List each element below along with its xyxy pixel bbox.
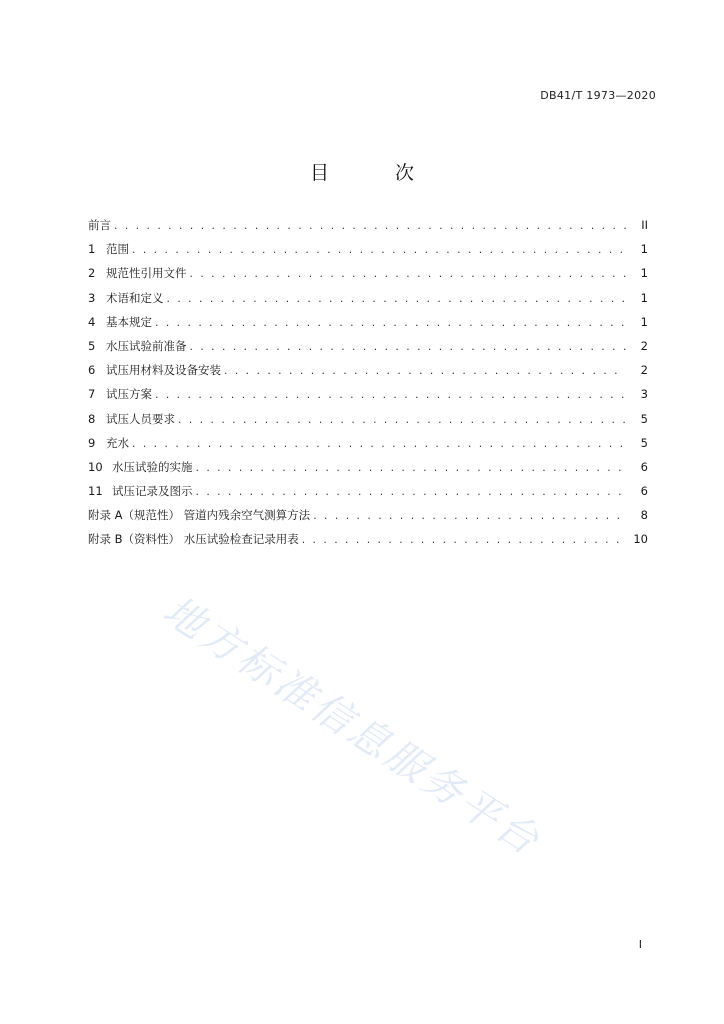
toc-label: 6 试压用材料及设备安装: [88, 363, 221, 378]
toc-page-number: 6: [640, 459, 648, 474]
toc-entry-5[interactable]: [88, 338, 648, 362]
toc-page-number: 1: [640, 290, 648, 305]
toc-label: 9 充水: [88, 435, 129, 450]
document-code: DB41/T 1973—2020: [540, 89, 656, 102]
toc-leader-dots: [166, 295, 627, 305]
toc-leader-dots: [154, 391, 626, 401]
toc-entry-7[interactable]: [88, 386, 648, 410]
toc-leader-dots: [177, 416, 626, 426]
toc-page-number: 5: [640, 411, 648, 426]
toc-leader-dots: [312, 512, 626, 522]
toc-entry-11[interactable]: [88, 483, 648, 507]
toc-title: 目 次: [309, 162, 445, 184]
toc-leader-dots: [195, 464, 627, 474]
toc-entry-8[interactable]: [88, 411, 648, 435]
watermark: 地方标准信息服务平台: [155, 587, 550, 866]
toc-label: 前言: [88, 218, 111, 232]
toc-label: 11 试压记录及图示: [88, 484, 193, 499]
toc-leader-dots: [131, 246, 626, 256]
toc-leader-dots: [113, 222, 626, 232]
toc-page-number: 5: [640, 435, 648, 450]
toc-leader-dots: [131, 440, 626, 450]
toc-leader-dots: [189, 270, 627, 280]
toc-entry-4[interactable]: [88, 314, 648, 338]
toc-label: 8 试压人员要求: [88, 411, 175, 426]
toc-page-number: 1: [640, 242, 648, 257]
toc-entry-foreword[interactable]: [88, 217, 648, 241]
toc-entry-6[interactable]: [88, 362, 648, 386]
toc-entry-9[interactable]: [88, 435, 648, 459]
toc-entry-3[interactable]: [88, 290, 648, 314]
toc-page-number: 2: [640, 363, 648, 378]
toc-page-number: 1: [640, 266, 648, 281]
toc-leader-dots: [195, 488, 627, 498]
toc-label: 附录 B（资料性） 水压试验检查记录用表: [88, 532, 299, 547]
toc-label: 10 水压试验的实施: [88, 459, 193, 474]
toc-label: 5 水压试验前准备: [88, 338, 187, 353]
toc-entry-1[interactable]: [88, 241, 648, 265]
toc-entry-10[interactable]: [88, 459, 648, 483]
toc-leader-dots: [301, 536, 626, 546]
toc-label: 3 术语和定义: [88, 290, 164, 305]
table-of-contents: [88, 217, 648, 556]
toc-leader-dots: [154, 319, 626, 329]
toc-page-number: 3: [640, 387, 648, 402]
toc-label: 7 试压方案: [88, 387, 152, 402]
toc-page-number: 6: [640, 484, 648, 499]
toc-page-number: 8: [640, 508, 648, 523]
toc-entry-appendix-a[interactable]: [88, 507, 648, 531]
toc-page-number: 10: [633, 532, 648, 547]
toc-entry-2[interactable]: [88, 265, 648, 289]
toc-label: 1 范围: [88, 242, 129, 257]
toc-entry-appendix-b[interactable]: [88, 531, 648, 555]
toc-page-number: 2: [640, 338, 648, 353]
toc-leader-dots: [189, 343, 627, 353]
toc-label: 附录 A（规范性） 管道内残余空气测算方法: [88, 508, 311, 523]
toc-page-number: II: [641, 218, 648, 232]
page-number: I: [638, 938, 642, 951]
toc-label: 4 基本规定: [88, 314, 152, 329]
toc-label: 2 规范性引用文件: [88, 266, 187, 281]
toc-page-number: 1: [640, 314, 648, 329]
toc-leader-dots: [223, 367, 626, 377]
